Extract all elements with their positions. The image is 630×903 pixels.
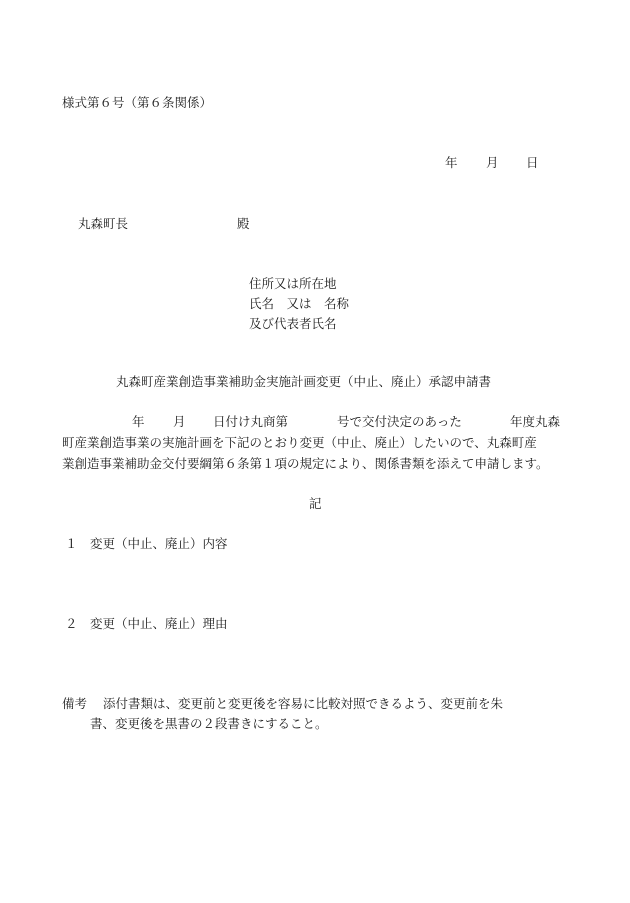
body-fiscal-year: 年度丸森 <box>510 414 561 429</box>
address-label: 住所又は所在地 <box>249 276 337 291</box>
ki-heading: 記 <box>309 496 322 511</box>
item-label: 変更（中止、廃止）内容 <box>90 536 228 551</box>
remarks-label: 備考 <box>62 696 88 711</box>
name-label: 氏名 又は 名称 <box>249 296 350 311</box>
date-month-label: 月 <box>486 155 499 170</box>
representative-label: 及び代表者氏名 <box>249 316 337 331</box>
body-month-label: 月 <box>173 414 186 429</box>
body-line-3: 業創造事業補助金交付要綱第６条第１項の規定により、関係書類を添えて申請します。 <box>62 456 549 471</box>
date-year-label: 年 <box>445 155 458 170</box>
item-number: ２ <box>65 616 78 631</box>
item-number: １ <box>65 536 78 551</box>
body-date-ref: 日付け丸商第 <box>213 414 289 429</box>
document-title: 丸森町産業創造事業補助金実施計画変更（中止、廃止）承認申請書 <box>116 374 492 389</box>
date-day-label: 日 <box>526 155 539 170</box>
body-number-ref: 号で交付決定のあった <box>337 414 462 429</box>
body-line-2: 町産業創造事業の実施計画を下記のとおり変更（中止、廃止）したいので、丸森町産 <box>62 435 537 450</box>
body-year-label: 年 <box>132 414 145 429</box>
addressee-name: 丸森町長 <box>78 216 129 231</box>
remarks-line-1: 添付書類は、変更前と変更後を容易に比較対照できるよう、変更前を朱 <box>103 696 504 711</box>
remarks-line-2: 書、変更後を黒書の２段書きにすること。 <box>90 716 328 731</box>
form-number: 様式第６号（第６条関係） <box>62 95 213 110</box>
item-label: 変更（中止、廃止）理由 <box>90 616 228 631</box>
addressee-honorific: 殿 <box>237 216 250 231</box>
